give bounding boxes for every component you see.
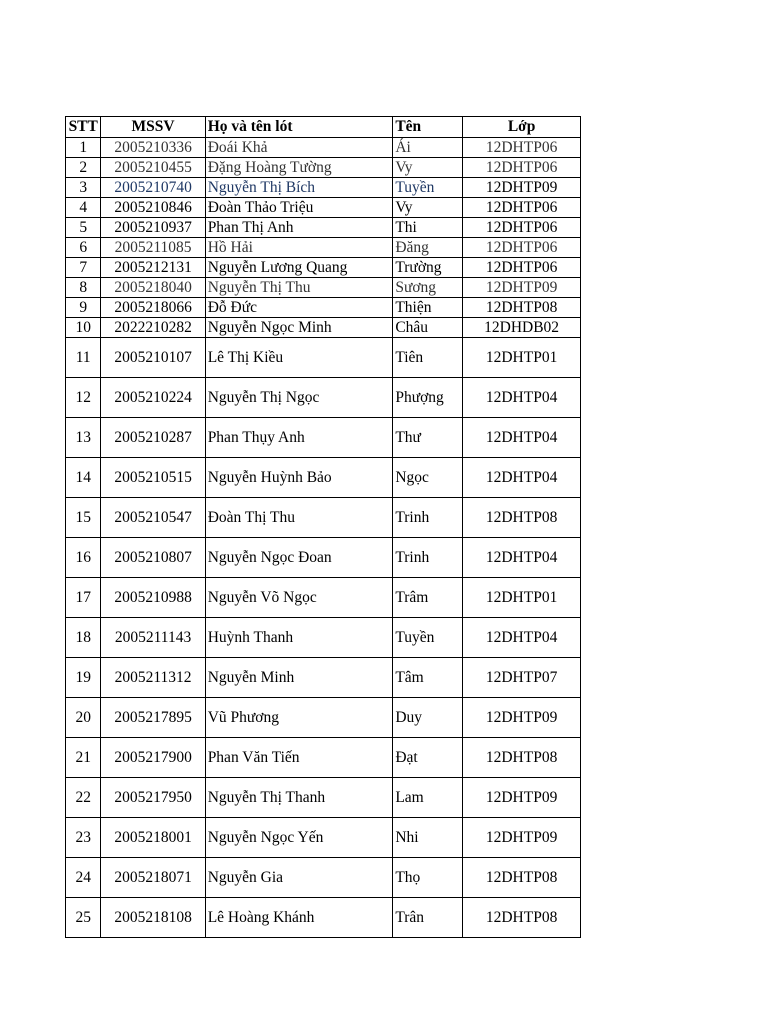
cell-mssv: 2005210336 xyxy=(101,138,205,158)
student-list-table xyxy=(65,116,581,938)
cell-ten: Nhi xyxy=(393,818,463,858)
cell-mssv: 2005212131 xyxy=(101,258,205,278)
cell-ho-ten-lot: Nguyễn Huỳnh Bảo xyxy=(205,458,393,498)
cell-ho-ten-lot: Nguyễn Ngọc Đoan xyxy=(205,538,393,578)
cell-mssv: 2005210455 xyxy=(101,158,205,178)
cell-ten: Trường xyxy=(393,258,463,278)
cell-stt: 23 xyxy=(66,818,101,858)
cell-ten: Tuyền xyxy=(393,178,463,198)
cell-mssv: 2005210846 xyxy=(101,198,205,218)
cell-ho-ten-lot: Nguyễn Võ Ngọc xyxy=(205,578,393,618)
cell-mssv: 2005211312 xyxy=(101,658,205,698)
cell-stt: 14 xyxy=(66,458,101,498)
cell-lop: 12DHDB02 xyxy=(463,318,581,338)
table-row xyxy=(66,658,581,698)
cell-lop: 12DHTP09 xyxy=(463,818,581,858)
cell-ten: Châu xyxy=(393,318,463,338)
table-row xyxy=(66,858,581,898)
cell-mssv: 2005210740 xyxy=(101,178,205,198)
cell-ten: Thư xyxy=(393,418,463,458)
cell-stt: 1 xyxy=(66,138,101,158)
table-row xyxy=(66,298,581,318)
cell-ho-ten-lot: Hồ Hải xyxy=(205,238,393,258)
cell-mssv: 2022210282 xyxy=(101,318,205,338)
cell-mssv: 2005211143 xyxy=(101,618,205,658)
table-row xyxy=(66,198,581,218)
cell-stt: 4 xyxy=(66,198,101,218)
cell-ho-ten-lot: Nguyễn Gia xyxy=(205,858,393,898)
cell-stt: 19 xyxy=(66,658,101,698)
cell-ten: Tâm xyxy=(393,658,463,698)
cell-lop: 12DHTP08 xyxy=(463,858,581,898)
cell-stt: 21 xyxy=(66,738,101,778)
cell-stt: 25 xyxy=(66,898,101,938)
cell-lop: 12DHTP06 xyxy=(463,198,581,218)
cell-lop: 12DHTP08 xyxy=(463,898,581,938)
header-ho-ten-lot: Họ và tên lót xyxy=(205,117,393,138)
table-row xyxy=(66,778,581,818)
cell-stt: 17 xyxy=(66,578,101,618)
cell-ten: Tuyền xyxy=(393,618,463,658)
cell-mssv: 2005210107 xyxy=(101,338,205,378)
cell-stt: 12 xyxy=(66,378,101,418)
cell-ho-ten-lot: Nguyễn Thị Ngọc xyxy=(205,378,393,418)
cell-stt: 22 xyxy=(66,778,101,818)
cell-ho-ten-lot: Huỳnh Thanh xyxy=(205,618,393,658)
cell-mssv: 2005210287 xyxy=(101,418,205,458)
cell-mssv: 2005210937 xyxy=(101,218,205,238)
cell-ho-ten-lot: Nguyễn Ngọc Yến xyxy=(205,818,393,858)
cell-lop: 12DHTP08 xyxy=(463,498,581,538)
cell-mssv: 2005217895 xyxy=(101,698,205,738)
table-row xyxy=(66,818,581,858)
cell-stt: 10 xyxy=(66,318,101,338)
cell-lop: 12DHTP09 xyxy=(463,698,581,738)
table-row xyxy=(66,338,581,378)
cell-ten: Vy xyxy=(393,158,463,178)
table-row xyxy=(66,578,581,618)
cell-ho-ten-lot: Lê Thị Kiều xyxy=(205,338,393,378)
cell-ten: Tiên xyxy=(393,338,463,378)
cell-mssv: 2005210224 xyxy=(101,378,205,418)
cell-ten: Ái xyxy=(393,138,463,158)
cell-lop: 12DHTP08 xyxy=(463,738,581,778)
table-body xyxy=(66,138,581,938)
cell-ho-ten-lot: Đỗ Đức xyxy=(205,298,393,318)
header-mssv: MSSV xyxy=(101,117,205,138)
cell-lop: 12DHTP08 xyxy=(463,298,581,318)
table-row xyxy=(66,258,581,278)
cell-mssv: 2005218001 xyxy=(101,818,205,858)
cell-lop: 12DHTP07 xyxy=(463,658,581,698)
table-row xyxy=(66,278,581,298)
table-row xyxy=(66,238,581,258)
cell-lop: 12DHTP09 xyxy=(463,278,581,298)
cell-ho-ten-lot: Vũ Phương xyxy=(205,698,393,738)
cell-stt: 13 xyxy=(66,418,101,458)
table-row xyxy=(66,378,581,418)
header-row xyxy=(66,117,581,138)
cell-ho-ten-lot: Nguyễn Minh xyxy=(205,658,393,698)
cell-ho-ten-lot: Nguyễn Ngọc Minh xyxy=(205,318,393,338)
table-row xyxy=(66,538,581,578)
table-row xyxy=(66,178,581,198)
cell-ten: Trâm xyxy=(393,578,463,618)
cell-lop: 12DHTP04 xyxy=(463,378,581,418)
table-row xyxy=(66,138,581,158)
cell-ho-ten-lot: Nguyễn Thị Thu xyxy=(205,278,393,298)
cell-ten: Trinh xyxy=(393,498,463,538)
cell-ho-ten-lot: Phan Thụy Anh xyxy=(205,418,393,458)
cell-mssv: 2005210547 xyxy=(101,498,205,538)
cell-ten: Trân xyxy=(393,898,463,938)
cell-mssv: 2005217950 xyxy=(101,778,205,818)
cell-ho-ten-lot: Nguyễn Lương Quang xyxy=(205,258,393,278)
table-row xyxy=(66,738,581,778)
cell-lop: 12DHTP06 xyxy=(463,218,581,238)
cell-mssv: 2005210988 xyxy=(101,578,205,618)
cell-ten: Thi xyxy=(393,218,463,238)
cell-lop: 12DHTP09 xyxy=(463,178,581,198)
table-row xyxy=(66,318,581,338)
cell-mssv: 2005218040 xyxy=(101,278,205,298)
cell-lop: 12DHTP04 xyxy=(463,458,581,498)
cell-lop: 12DHTP09 xyxy=(463,778,581,818)
cell-ten: Thọ xyxy=(393,858,463,898)
cell-stt: 2 xyxy=(66,158,101,178)
cell-stt: 6 xyxy=(66,238,101,258)
cell-stt: 15 xyxy=(66,498,101,538)
cell-lop: 12DHTP04 xyxy=(463,418,581,458)
cell-stt: 9 xyxy=(66,298,101,318)
table-row xyxy=(66,898,581,938)
table-row xyxy=(66,418,581,458)
cell-stt: 5 xyxy=(66,218,101,238)
cell-mssv: 2005210807 xyxy=(101,538,205,578)
header-stt: STT xyxy=(66,117,101,138)
cell-ten: Trinh xyxy=(393,538,463,578)
cell-ten: Duy xyxy=(393,698,463,738)
cell-ho-ten-lot: Đặng Hoàng Tường xyxy=(205,158,393,178)
cell-lop: 12DHTP06 xyxy=(463,158,581,178)
cell-ho-ten-lot: Lê Hoàng Khánh xyxy=(205,898,393,938)
cell-lop: 12DHTP04 xyxy=(463,538,581,578)
cell-ho-ten-lot: Đoàn Thị Thu xyxy=(205,498,393,538)
cell-lop: 12DHTP01 xyxy=(463,578,581,618)
cell-ten: Ngọc xyxy=(393,458,463,498)
cell-ho-ten-lot: Đoái Khả xyxy=(205,138,393,158)
cell-ten: Đạt xyxy=(393,738,463,778)
cell-ten: Phượng xyxy=(393,378,463,418)
cell-stt: 18 xyxy=(66,618,101,658)
cell-lop: 12DHTP01 xyxy=(463,338,581,378)
cell-lop: 12DHTP06 xyxy=(463,138,581,158)
cell-stt: 7 xyxy=(66,258,101,278)
cell-ten: Vy xyxy=(393,198,463,218)
cell-mssv: 2005217900 xyxy=(101,738,205,778)
table-row xyxy=(66,498,581,538)
table-row xyxy=(66,458,581,498)
table-row xyxy=(66,618,581,658)
cell-ho-ten-lot: Nguyễn Thị Bích xyxy=(205,178,393,198)
cell-stt: 3 xyxy=(66,178,101,198)
cell-ho-ten-lot: Nguyễn Thị Thanh xyxy=(205,778,393,818)
cell-ten: Thiện xyxy=(393,298,463,318)
cell-stt: 8 xyxy=(66,278,101,298)
cell-lop: 12DHTP06 xyxy=(463,238,581,258)
cell-mssv: 2005210515 xyxy=(101,458,205,498)
header-ten: Tên xyxy=(393,117,463,138)
cell-mssv: 2005218066 xyxy=(101,298,205,318)
cell-mssv: 2005218108 xyxy=(101,898,205,938)
cell-ten: Sương xyxy=(393,278,463,298)
cell-ho-ten-lot: Đoàn Thảo Triệu xyxy=(205,198,393,218)
cell-stt: 16 xyxy=(66,538,101,578)
header-lop: Lớp xyxy=(463,117,581,138)
table-header xyxy=(66,117,581,138)
cell-stt: 11 xyxy=(66,338,101,378)
cell-stt: 24 xyxy=(66,858,101,898)
table-row xyxy=(66,698,581,738)
cell-mssv: 2005211085 xyxy=(101,238,205,258)
table-row xyxy=(66,158,581,178)
cell-lop: 12DHTP04 xyxy=(463,618,581,658)
cell-lop: 12DHTP06 xyxy=(463,258,581,278)
cell-ho-ten-lot: Phan Thị Anh xyxy=(205,218,393,238)
cell-stt: 20 xyxy=(66,698,101,738)
table-row xyxy=(66,218,581,238)
cell-mssv: 2005218071 xyxy=(101,858,205,898)
cell-ten: Đăng xyxy=(393,238,463,258)
cell-ten: Lam xyxy=(393,778,463,818)
cell-ho-ten-lot: Phan Văn Tiến xyxy=(205,738,393,778)
